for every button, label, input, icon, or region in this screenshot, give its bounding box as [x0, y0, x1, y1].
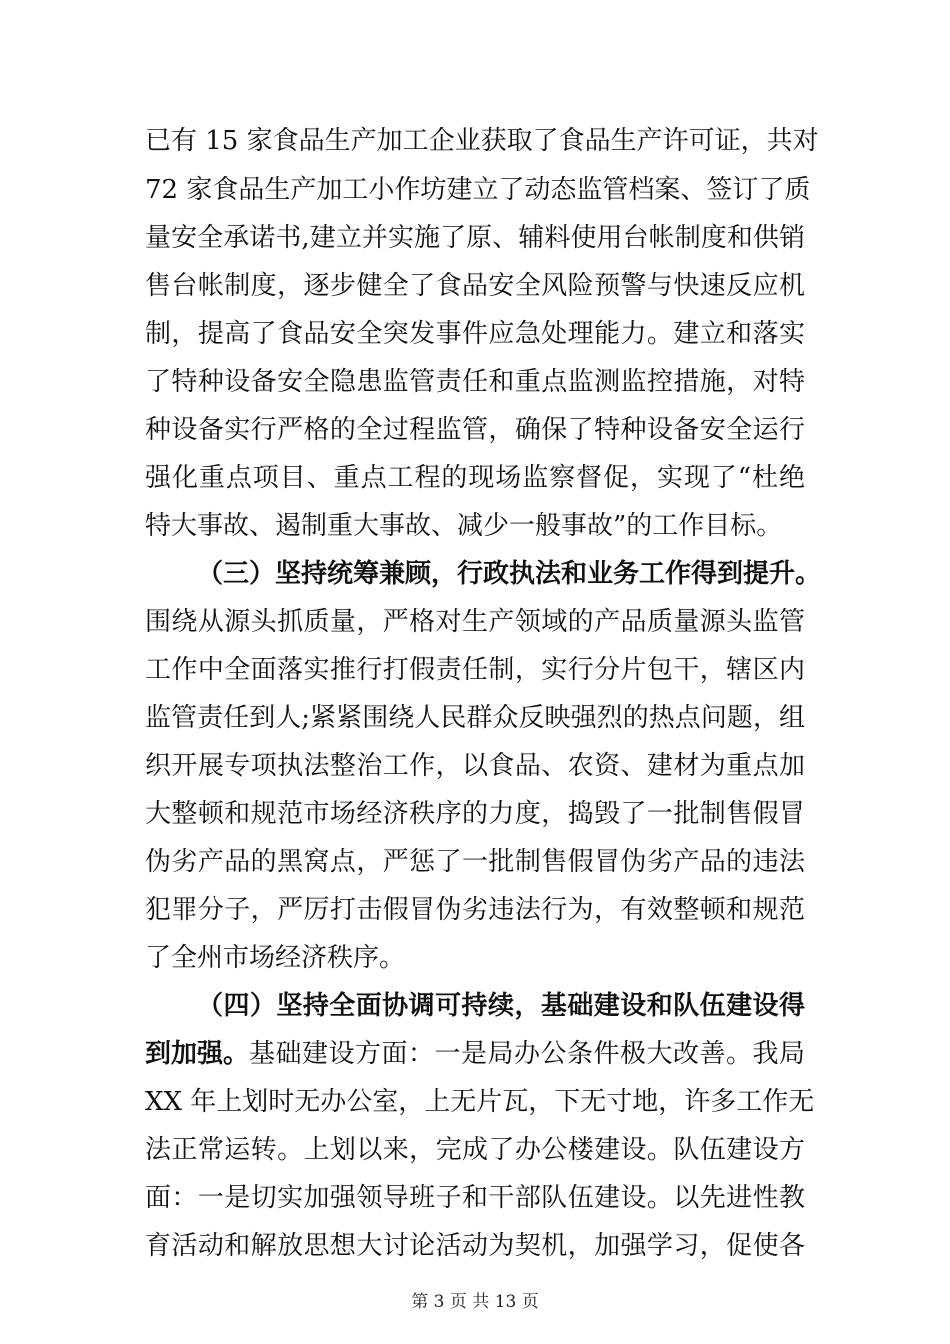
body-line: 了特种设备安全隐患监管责任和重点监测监控措施，对特: [145, 367, 805, 397]
body-line: 犯罪分子，严厉打击假冒伪劣违法行为，有效整顿和规范: [145, 895, 805, 925]
body-line: 育活动和解放思想大讨论活动为契机，加强学习，促使各: [145, 1231, 805, 1261]
body-line: 围绕从源头抓质量，严格对生产领域的产品质量源头监管: [145, 607, 805, 637]
body-line: 法正常运转。上划以来，完成了办公楼建设。队伍建设方: [145, 1135, 805, 1165]
body-line: 伪劣产品的黑窝点，严惩了一批制售假冒伪劣产品的违法: [145, 847, 805, 877]
body-line: 种设备实行严格的全过程监管，确保了特种设备安全运行: [145, 415, 805, 445]
body-line: 工作中全面落实推行打假责任制，实行分片包干，辖区内: [145, 655, 805, 685]
section-heading-tail: 到加强。: [145, 1039, 250, 1069]
body-line: 售台帐制度，逐步健全了食品安全风险预警与快速反应机: [145, 271, 805, 301]
body-line: 大整顿和规范市场经济秩序的力度，捣毁了一批制售假冒: [145, 799, 805, 829]
body-line: XX 年上划时无办公室，上无片瓦，下无寸地，许多工作无: [145, 1087, 815, 1117]
body-line: 监管责任到人;紧紧围绕人民群众反映强烈的热点问题，组: [145, 703, 805, 733]
section-heading: （三）坚持统筹兼顾，行政执法和业务工作得到提升。: [197, 559, 822, 589]
body-line: 制，提高了食品安全突发事件应急处理能力。建立和落实: [145, 319, 805, 349]
section-heading: （四）坚持全面协调可持续，基础建设和队伍建设得: [197, 991, 805, 1021]
body-line: 了全州市场经济秩序。: [145, 943, 406, 973]
mixed-line: [145, 1034, 805, 1074]
body-line: 强化重点项目、重点工程的现场监察督促，实现了“杜绝: [145, 463, 805, 493]
body-line: 面：一是切实加强领导班子和干部队伍建设。以先进性教: [145, 1183, 805, 1213]
body-line: 已有 15 家食品生产加工企业获取了食品生产许可证，共对: [145, 126, 819, 156]
page-footer: 第 3 页 共 13 页: [411, 1292, 539, 1312]
body-line: 特大事故、遏制重大事故、减少一般事故”的工作目标。: [145, 511, 783, 541]
body-line: 72 家食品生产加工小作坊建立了动态监管档案、签订了质: [145, 175, 811, 205]
body-line: 织开展专项执法整治工作，以食品、农资、建材为重点加: [145, 751, 805, 781]
body-line: 量安全承诺书,建立并实施了原、辅料使用台帐制度和供销: [145, 223, 805, 253]
body-line-segment: 基础建设方面：一是局办公条件极大改善。我局: [249, 1039, 805, 1069]
